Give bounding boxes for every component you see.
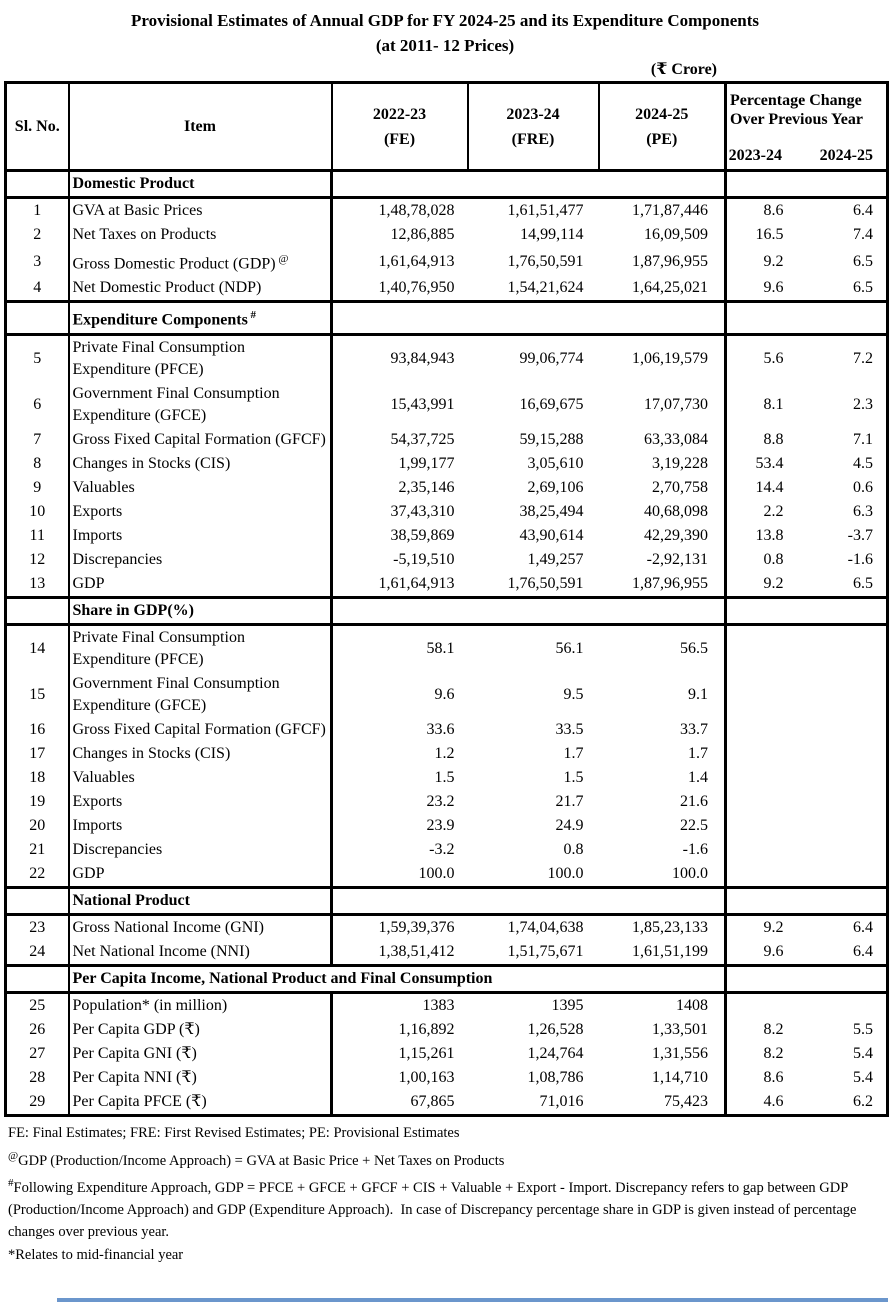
- section-label: Domestic Product: [69, 171, 332, 198]
- header-pct-2024-25: 2024-25: [819, 146, 873, 164]
- row-pct-change-2023-24: 9.6: [726, 940, 808, 966]
- row-item-label: GDP: [69, 572, 332, 598]
- table-row: [6, 334, 888, 382]
- section-pct-cell: [726, 597, 888, 624]
- section-label: Expenditure Components #: [69, 302, 332, 334]
- header-2024-25-pe: [599, 83, 726, 171]
- row-value-2024-25: 1408: [676, 996, 708, 1014]
- section-values-cell: [332, 171, 726, 198]
- row-pct-change-2023-24: [726, 624, 808, 672]
- row-sl-no: 22: [29, 864, 46, 882]
- section-label: Per Capita Income, National Product and Final Consumption: [69, 965, 726, 992]
- row-value-2023-24: 100.0: [547, 864, 584, 882]
- row-value-2024-25: 75,423: [664, 1092, 708, 1110]
- row-pct-change-2023-24: [726, 672, 808, 718]
- row-item-label: Changes in Stocks (CIS): [69, 742, 332, 766]
- row-value-2022-23: 1.2: [332, 742, 468, 766]
- header-pct-title: [727, 91, 886, 129]
- table-row: [6, 1090, 888, 1116]
- footnote-expenditure-approach: [8, 1172, 884, 1243]
- row-item-label: Imports: [69, 524, 332, 548]
- row-pct-change-2023-24: 8.8: [726, 428, 808, 452]
- header-pct-subyears: [727, 146, 886, 168]
- table-row: [6, 247, 888, 276]
- row-pct-change-2024-25: [808, 766, 888, 790]
- table-row: [6, 223, 888, 247]
- row-value-2023-24: 1,49,257: [527, 550, 584, 568]
- header-item: Item: [69, 83, 332, 171]
- footnote-gdp-approach: [8, 1145, 884, 1172]
- footnote-text: GDP (Production/Income Approach) = GVA at Basic Price + Net Taxes on Products: [18, 1152, 505, 1169]
- row-value-2022-23: 1,40,76,950: [332, 276, 468, 302]
- row-value-2022-23: 1,48,78,028: [332, 198, 468, 224]
- row-pct-change-2024-25: 6.5: [853, 574, 873, 592]
- row-value-2023-24: 1,51,75,671: [507, 942, 584, 960]
- section-pct-cell: [726, 887, 888, 914]
- row-sl-no: 3: [33, 252, 42, 270]
- row-pct-change-2024-25: 5.5: [853, 1020, 873, 1038]
- row-value-2024-25: 3,19,228: [652, 454, 708, 472]
- table-row: [6, 914, 888, 940]
- row-sl-no: 12: [29, 550, 46, 568]
- section-values-cell: [332, 887, 726, 914]
- row-pct-change-2023-24: 9.2: [726, 572, 808, 598]
- footnote-text: Following Expenditure Approach, GDP = PFCE + GFCE + GFCF + CIS + Valuable + Export - Import. Discrepancy refers to gap between GDP (Production/Income Approach) and GDP (Expenditure Approach). In case of Discrepancy percentage share in GDP is given instead of percentage changes over previous year.: [8, 1180, 857, 1241]
- row-pct-change-2024-25: [808, 718, 888, 742]
- table-row: [6, 992, 888, 1018]
- section-values-cell: [332, 302, 726, 334]
- footnote-mid-financial-year: *Relates to mid-financial year: [8, 1247, 184, 1264]
- row-pct-change-2023-24: 14.4: [726, 476, 808, 500]
- row-value-2022-23: 1,16,892: [332, 1018, 468, 1042]
- row-item-label: Per Capita GDP (₹): [69, 1018, 332, 1042]
- row-value-2022-23: 12,86,885: [332, 223, 468, 247]
- row-value-2023-24: 1,08,786: [527, 1068, 584, 1086]
- row-value-2022-23: 1,61,64,913: [332, 572, 468, 598]
- row-pct-change-2023-24: 8.1: [726, 382, 808, 428]
- row-sl-no: 26: [29, 1020, 46, 1038]
- row-item-label: Exports: [69, 790, 332, 814]
- table-row: [6, 452, 888, 476]
- section-row: [6, 887, 888, 914]
- row-sl-no: 13: [29, 574, 46, 592]
- row-value-2022-23: 23.9: [332, 814, 468, 838]
- row-pct-change-2024-25: 2.3: [853, 395, 873, 413]
- row-value-2022-23: 38,59,869: [332, 524, 468, 548]
- row-pct-change-2024-25: [808, 814, 888, 838]
- row-value-2024-25: 1,06,19,579: [632, 349, 708, 367]
- table-row: [6, 940, 888, 966]
- row-pct-change-2023-24: [726, 838, 808, 862]
- row-pct-change-2023-24: [726, 742, 808, 766]
- header-year-line2: (FE): [383, 130, 416, 148]
- row-value-2023-24: 1395: [551, 996, 584, 1014]
- section-label-sup: #: [247, 309, 257, 322]
- footnote-hash-sign: #: [8, 1177, 14, 1190]
- row-value-2022-23: 1,99,177: [332, 452, 468, 476]
- table-row: [6, 572, 888, 598]
- table-row: [6, 428, 888, 452]
- row-value-2023-24: 2,69,106: [527, 478, 584, 496]
- row-value-2023-24: 1.5: [563, 768, 584, 786]
- row-pct-change-2024-25: 6.2: [853, 1092, 873, 1110]
- row-item-label: GVA at Basic Prices: [69, 198, 332, 224]
- table-row: [6, 1066, 888, 1090]
- row-pct-change-2023-24: 8.2: [726, 1042, 808, 1066]
- row-sl-no: 25: [29, 996, 46, 1014]
- header-percentage-change: [726, 83, 888, 171]
- row-value-2024-25: 21.6: [680, 792, 708, 810]
- row-pct-change-2024-25: 5.4: [853, 1068, 873, 1086]
- row-item-label: Discrepancies: [69, 548, 332, 572]
- row-value-2024-25: 2,70,758: [652, 478, 708, 496]
- row-pct-change-2023-24: [726, 814, 808, 838]
- bottom-blue-rule: [57, 1298, 888, 1302]
- row-pct-change-2023-24: 8.6: [726, 198, 808, 224]
- row-value-2023-24: 1,74,04,638: [507, 918, 584, 936]
- row-value-2024-25: 1.7: [688, 744, 708, 762]
- row-pct-change-2023-24: 2.2: [726, 500, 808, 524]
- row-item-label: Private Final Consumption Expenditure (PFCE): [69, 624, 332, 672]
- row-sl-no: 10: [29, 502, 46, 520]
- row-value-2024-25: 56.5: [680, 639, 708, 657]
- row-value-2024-25: 40,68,098: [644, 502, 708, 520]
- row-value-2023-24: 38,25,494: [519, 502, 584, 520]
- header-percentage-change-inner: [727, 86, 886, 168]
- table-row: [6, 476, 888, 500]
- row-sl-no: 18: [29, 768, 46, 786]
- section-pct-cell: [726, 171, 888, 198]
- row-pct-change-2024-25: 6.4: [853, 942, 873, 960]
- row-pct-change-2024-25: 6.3: [853, 502, 873, 520]
- row-item-label: Discrepancies: [69, 838, 332, 862]
- row-value-2022-23: 54,37,725: [332, 428, 468, 452]
- row-sl-no: 19: [29, 792, 46, 810]
- row-value-2022-23: 1,61,64,913: [332, 247, 468, 276]
- row-pct-change-2024-25: [808, 624, 888, 672]
- table-row: [6, 672, 888, 718]
- row-pct-change-2023-24: 8.2: [726, 1018, 808, 1042]
- table-row: [6, 742, 888, 766]
- row-pct-change-2024-25: [808, 790, 888, 814]
- row-item-label: Net National Income (NNI): [69, 940, 332, 966]
- row-value-2022-23: 9.6: [332, 672, 468, 718]
- footnotes: [8, 1122, 884, 1267]
- table-row: [6, 1042, 888, 1066]
- row-value-2023-24: 24.9: [555, 816, 584, 834]
- row-pct-change-2024-25: -1.6: [847, 550, 873, 568]
- section-row: [6, 597, 888, 624]
- row-sl-no: 21: [29, 840, 46, 858]
- page-title: Provisional Estimates of Annual GDP for FY 2024-25 and its Expenditure Components: [131, 11, 759, 30]
- row-pct-change-2024-25: -3.7: [847, 526, 873, 544]
- row-item-label: Imports: [69, 814, 332, 838]
- row-item-label: Net Taxes on Products: [69, 223, 332, 247]
- row-pct-change-2024-25: 4.5: [853, 454, 873, 472]
- section-sl-cell: [6, 965, 69, 992]
- row-value-2024-25: 1,64,25,021: [632, 279, 708, 297]
- row-item-label: Net Domestic Product (NDP): [69, 276, 332, 302]
- row-sl-no: 16: [29, 720, 46, 738]
- section-pct-cell: [726, 302, 888, 334]
- row-value-2022-23: 37,43,310: [332, 500, 468, 524]
- row-value-2022-23: 1,59,39,376: [332, 914, 468, 940]
- row-value-2023-24: 59,15,288: [519, 430, 584, 448]
- row-value-2024-25: 22.5: [680, 816, 708, 834]
- row-value-2024-25: -1.6: [682, 840, 708, 858]
- row-item-label: Private Final Consumption Expenditure (PFCE): [69, 334, 332, 382]
- row-pct-change-2023-24: 9.6: [726, 276, 808, 302]
- row-sl-no: 29: [29, 1092, 46, 1110]
- row-value-2023-24: 16,69,675: [519, 395, 584, 413]
- table-row: [6, 1018, 888, 1042]
- row-item-label: Gross Domestic Product (GDP) @: [69, 247, 332, 276]
- row-pct-change-2024-25: 7.4: [853, 226, 873, 243]
- row-item-label: Changes in Stocks (CIS): [69, 452, 332, 476]
- table-row: [6, 548, 888, 572]
- row-value-2023-24: 56.1: [555, 639, 584, 657]
- gdp-table-body: [6, 171, 888, 1116]
- row-sl-no: 20: [29, 816, 46, 834]
- row-pct-change-2023-24: 0.8: [726, 548, 808, 572]
- row-pct-change-2023-24: [726, 766, 808, 790]
- row-pct-change-2024-25: 0.6: [853, 478, 873, 496]
- row-sl-no: 6: [33, 395, 42, 413]
- header-year-line1: 2024-25: [635, 105, 689, 123]
- table-row: [6, 524, 888, 548]
- table-row: [6, 718, 888, 742]
- row-sl-no: 17: [29, 744, 46, 762]
- row-value-2022-23: 67,865: [332, 1090, 468, 1116]
- row-value-2022-23: 15,43,991: [332, 382, 468, 428]
- row-value-2023-24: 14,99,114: [520, 226, 584, 243]
- row-value-2024-25: 1,87,96,955: [632, 252, 708, 270]
- row-value-2023-24: 0.8: [563, 840, 584, 858]
- row-pct-change-2024-25: 6.4: [853, 202, 873, 219]
- row-value-2023-24: 99,06,774: [519, 349, 584, 367]
- row-value-2023-24: 1,54,21,624: [507, 279, 584, 297]
- row-value-2022-23: 1,15,261: [332, 1042, 468, 1066]
- row-item-label: Per Capita PFCE (₹): [69, 1090, 332, 1116]
- header-2023-24-fre: [468, 83, 599, 171]
- footnote-abbreviations: FE: Final Estimates; FRE: First Revised Estimates; PE: Provisional Estimates: [8, 1124, 460, 1141]
- row-pct-change-2023-24: 5.6: [726, 334, 808, 382]
- row-value-2024-25: 1,71,87,446: [632, 202, 708, 219]
- table-row: [6, 382, 888, 428]
- row-sl-no: 2: [33, 226, 42, 243]
- row-pct-change-2023-24: 8.6: [726, 1066, 808, 1090]
- row-sl-no: 15: [29, 685, 46, 703]
- row-pct-change-2023-24: [726, 718, 808, 742]
- unit-label: (₹ Crore): [650, 61, 717, 78]
- table-row: [6, 624, 888, 672]
- row-value-2023-24: 1,61,51,477: [507, 202, 584, 219]
- row-item-label: Per Capita NNI (₹): [69, 1066, 332, 1090]
- row-sl-no: 23: [29, 918, 46, 936]
- row-value-2024-25: 1,33,501: [652, 1020, 708, 1038]
- row-value-2024-25: 100.0: [672, 864, 708, 882]
- row-value-2024-25: 9.1: [688, 685, 708, 703]
- table-row: [6, 276, 888, 302]
- row-pct-change-2023-24: [726, 862, 808, 888]
- row-item-label: Per Capita GNI (₹): [69, 1042, 332, 1066]
- section-label: National Product: [69, 887, 332, 914]
- row-item-label: Valuables: [69, 476, 332, 500]
- section-sl-cell: [6, 171, 69, 198]
- row-pct-change-2023-24: 4.6: [726, 1090, 808, 1116]
- row-pct-change-2024-25: [808, 992, 888, 1018]
- row-item-label: Exports: [69, 500, 332, 524]
- row-sl-no: 28: [29, 1068, 46, 1086]
- section-label: Share in GDP(%): [69, 597, 332, 624]
- section-row: [6, 171, 888, 198]
- row-sl-no: 8: [33, 454, 42, 472]
- row-sl-no: 9: [33, 478, 42, 496]
- row-value-2022-23: 1,00,163: [332, 1066, 468, 1090]
- section-sl-cell: [6, 597, 69, 624]
- section-pct-cell: [726, 965, 888, 992]
- header-pct-title-line1: Percentage Change: [730, 91, 862, 109]
- section-sl-cell: [6, 887, 69, 914]
- section-row: [6, 965, 888, 992]
- row-value-2022-23: 1383: [332, 992, 468, 1018]
- row-value-2023-24: 33.5: [555, 720, 584, 738]
- gdp-table-header: [6, 83, 888, 171]
- row-value-2023-24: 1.7: [563, 744, 584, 762]
- header-year-line2: (FRE): [511, 130, 555, 148]
- section-values-cell: [332, 597, 726, 624]
- row-sl-no: 1: [33, 202, 42, 219]
- row-pct-change-2024-25: [808, 672, 888, 718]
- row-item-label: Gross National Income (GNI): [69, 914, 332, 940]
- row-sl-no: 24: [29, 942, 46, 960]
- table-row: [6, 814, 888, 838]
- row-pct-change-2023-24: 16.5: [726, 223, 808, 247]
- row-value-2022-23: 100.0: [332, 862, 468, 888]
- row-value-2023-24: 1,76,50,591: [507, 252, 584, 270]
- header-sl-no: Sl. No.: [6, 83, 69, 171]
- gdp-table: [4, 81, 889, 1117]
- row-pct-change-2024-25: 6.5: [853, 252, 873, 270]
- section-sl-cell: [6, 302, 69, 334]
- row-item-label: Gross Fixed Capital Formation (GFCF): [69, 428, 332, 452]
- row-pct-change-2024-25: 5.4: [853, 1044, 873, 1062]
- row-value-2024-25: 17,07,730: [644, 395, 708, 413]
- row-value-2022-23: 1.5: [332, 766, 468, 790]
- row-item-sup: @: [275, 253, 289, 265]
- table-row: [6, 838, 888, 862]
- row-sl-no: 5: [33, 349, 42, 367]
- row-item-label: Population* (in million): [69, 992, 332, 1018]
- row-pct-change-2023-24: 53.4: [726, 452, 808, 476]
- row-sl-no: 4: [33, 279, 42, 297]
- row-pct-change-2024-25: 7.2: [853, 349, 873, 367]
- row-value-2024-25: 33.7: [680, 720, 708, 738]
- row-item-label: Valuables: [69, 766, 332, 790]
- row-value-2024-25: 1.4: [688, 768, 708, 786]
- row-pct-change-2024-25: [808, 838, 888, 862]
- footnote-at-sign: @: [8, 1149, 19, 1162]
- row-value-2023-24: 21.7: [555, 792, 584, 810]
- row-value-2024-25: 1,61,51,199: [632, 942, 708, 960]
- row-value-2023-24: 1,24,764: [527, 1044, 584, 1062]
- row-value-2024-25: 1,85,23,133: [632, 918, 708, 936]
- row-pct-change-2024-25: 7.1: [853, 430, 873, 448]
- header-year-line1: 2023-24: [506, 105, 560, 123]
- row-value-2024-25: 16,09,509: [644, 226, 708, 243]
- page-subtitle: (at 2011- 12 Prices): [375, 36, 515, 55]
- row-value-2023-24: 71,016: [539, 1092, 584, 1110]
- row-value-2024-25: 63,33,084: [644, 430, 708, 448]
- header-pct-2023-24: 2023-24: [728, 146, 782, 164]
- row-pct-change-2023-24: [726, 992, 808, 1018]
- row-value-2022-23: 1,38,51,412: [332, 940, 468, 966]
- row-value-2022-23: 33.6: [332, 718, 468, 742]
- row-value-2022-23: 58.1: [332, 624, 468, 672]
- row-pct-change-2024-25: 6.5: [853, 279, 873, 297]
- row-value-2024-25: 1,87,96,955: [632, 574, 708, 592]
- section-row: [6, 302, 888, 334]
- row-value-2022-23: 93,84,943: [332, 334, 468, 382]
- header-pct-title-line2: Over Previous Year: [730, 110, 864, 128]
- row-value-2023-24: 1,26,528: [527, 1020, 584, 1038]
- header-year-line2: (PE): [646, 130, 678, 148]
- row-sl-no: 27: [29, 1044, 46, 1062]
- row-value-2023-24: 3,05,610: [527, 454, 584, 472]
- row-pct-change-2023-24: [726, 790, 808, 814]
- row-value-2022-23: 23.2: [332, 790, 468, 814]
- table-row: [6, 862, 888, 888]
- row-pct-change-2024-25: [808, 862, 888, 888]
- table-row: [6, 790, 888, 814]
- row-item-label: Government Final Consumption Expenditure (GFCE): [69, 382, 332, 428]
- row-value-2024-25: 42,29,390: [644, 526, 708, 544]
- row-sl-no: 7: [33, 430, 42, 448]
- header-2022-23-fe: [332, 83, 468, 171]
- row-item-label: Gross Fixed Capital Formation (GFCF): [69, 718, 332, 742]
- row-value-2024-25: 1,31,556: [652, 1044, 708, 1062]
- row-pct-change-2024-25: 6.4: [853, 918, 873, 936]
- header-year-line1: 2022-23: [372, 105, 427, 123]
- row-pct-change-2023-24: 9.2: [726, 247, 808, 276]
- row-value-2024-25: -2,92,131: [646, 550, 708, 568]
- row-value-2023-24: 43,90,614: [519, 526, 584, 544]
- table-row: [6, 198, 888, 224]
- row-item-label: GDP: [69, 862, 332, 888]
- table-row: [6, 766, 888, 790]
- row-value-2022-23: -3.2: [332, 838, 468, 862]
- row-value-2023-24: 1,76,50,591: [507, 574, 584, 592]
- row-sl-no: 14: [29, 639, 46, 657]
- row-item-label: Government Final Consumption Expenditure (GFCE): [69, 672, 332, 718]
- row-pct-change-2023-24: 9.2: [726, 914, 808, 940]
- row-value-2024-25: 1,14,710: [652, 1068, 708, 1086]
- row-sl-no: 11: [29, 526, 45, 544]
- row-pct-change-2024-25: [808, 742, 888, 766]
- row-value-2023-24: 9.5: [563, 685, 584, 703]
- row-value-2022-23: 2,35,146: [332, 476, 468, 500]
- row-value-2022-23: -5,19,510: [332, 548, 468, 572]
- row-pct-change-2023-24: 13.8: [726, 524, 808, 548]
- table-row: [6, 500, 888, 524]
